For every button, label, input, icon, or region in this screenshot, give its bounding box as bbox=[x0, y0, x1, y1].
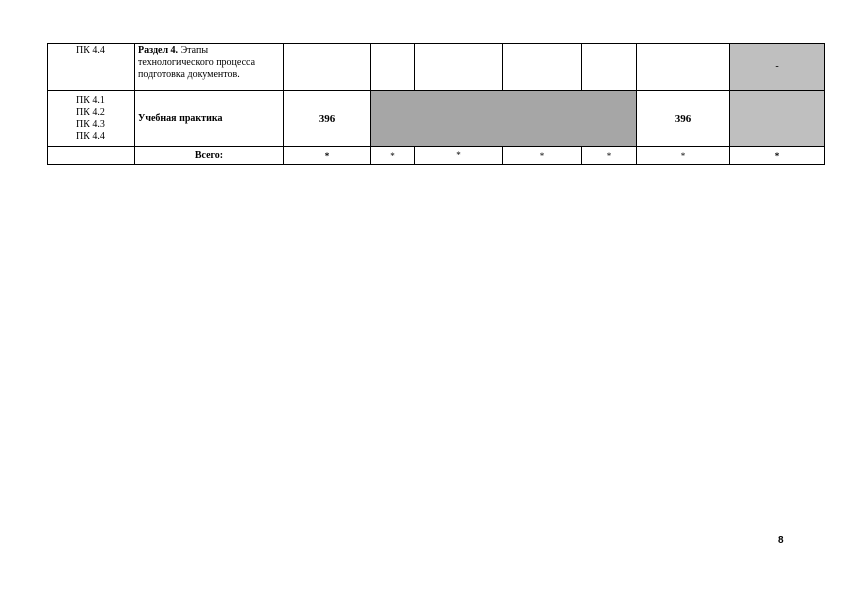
total-value: * bbox=[539, 150, 545, 161]
total-value: * bbox=[730, 147, 825, 165]
total-value: * bbox=[582, 147, 637, 165]
practice-title: Учебная практика bbox=[135, 91, 284, 147]
competency-code: ПК 4.1 bbox=[76, 95, 105, 106]
table-row bbox=[48, 91, 825, 147]
competency-code: ПК 4.3 bbox=[76, 119, 105, 130]
split-cell bbox=[415, 44, 582, 91]
total-value: * bbox=[415, 147, 503, 164]
section-cell bbox=[135, 44, 284, 91]
competency-cell bbox=[48, 44, 135, 91]
practice-hours: 396 bbox=[637, 91, 730, 147]
competency-code: ПК 4.4 bbox=[76, 131, 105, 142]
competency-code: ПК 4.2 bbox=[76, 107, 105, 118]
total-value: * bbox=[284, 147, 371, 165]
table-row bbox=[48, 44, 825, 91]
total-label: Всего: bbox=[135, 147, 284, 165]
competency-code: ПК 4.4 bbox=[76, 45, 105, 56]
curriculum-table bbox=[47, 43, 824, 165]
page-number: 8 bbox=[778, 535, 784, 546]
total-row bbox=[48, 147, 825, 165]
competency-cell bbox=[48, 91, 135, 147]
practice-dash-cell: - bbox=[730, 44, 825, 91]
total-value: * bbox=[371, 147, 415, 165]
total-value: * bbox=[637, 147, 730, 165]
total-hours: 396 bbox=[284, 91, 371, 147]
shaded-cell bbox=[371, 91, 637, 147]
section-title: Этапы технологического процесса подготовка документов. bbox=[138, 45, 256, 80]
empty-cell bbox=[637, 44, 730, 91]
empty-cell bbox=[48, 147, 135, 165]
empty-cell bbox=[582, 44, 637, 91]
empty-cell bbox=[371, 44, 415, 91]
section-label: Раздел 4. bbox=[138, 45, 179, 56]
shaded-cell bbox=[730, 91, 825, 147]
split-total-cell bbox=[415, 147, 582, 165]
total-hours-cell bbox=[284, 44, 371, 91]
